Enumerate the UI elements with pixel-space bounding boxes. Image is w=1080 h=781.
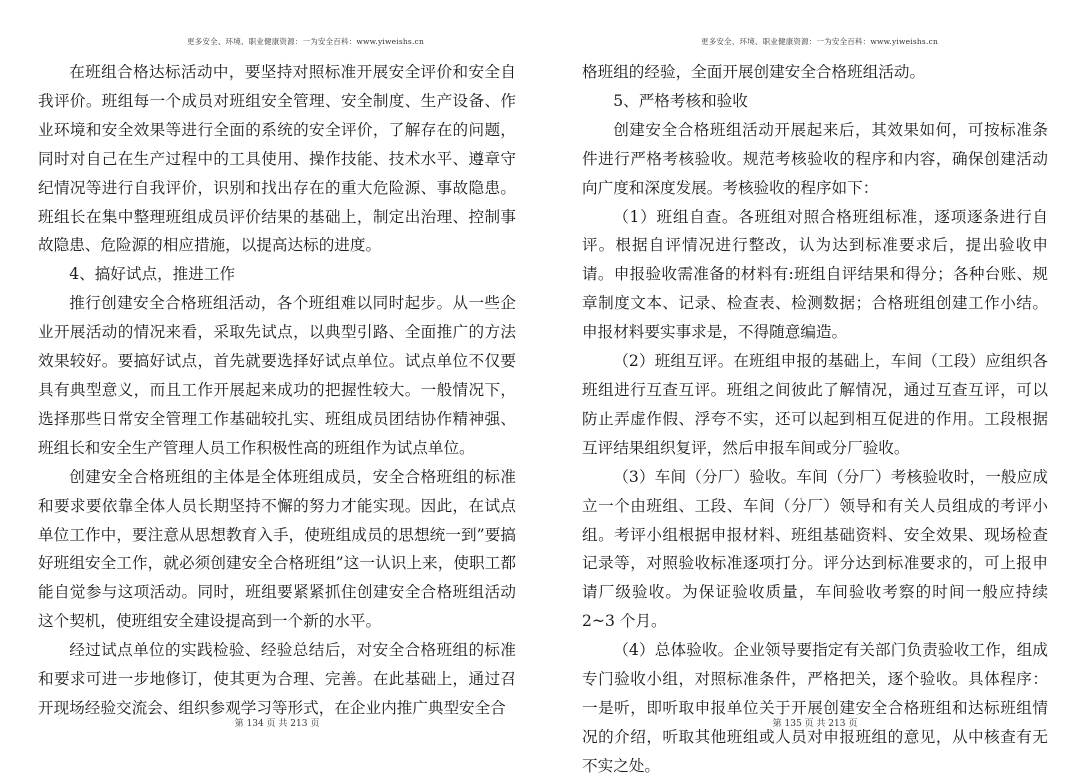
left-page	[38, 0, 516, 763]
paragraph: （2）班组互评。在班组申报的基础上，车间（工段）应组织各班组进行互查互评。班组之间彼此了解情况，通过互查互评，可以防止弄虚作假、浮夸不实，还可以起到相互促进的作用。工段根据互评结果组织复评，然后申报车间或分厂验收。	[582, 352, 1048, 457]
right-page	[582, 0, 1048, 775]
paragraph: 在班组合格达标活动中，要坚持对照标准开展安全评价和安全自我评价。班组每一个成员对班组安全管理、安全制度、生产设备、作业环境和安全效果等进行全面的系统的安全评价，了解存在的问题，同时对自己在生产过程中的工具使用、操作技能、技术水平、遵章守纪情况等进行自我评价，识别和找出存在的重大危险源、事故隐患。班组长在集中整理班组成员评价结果的基础上，制定出治理、控制事故隐患、危险源的相应措施，以提高达标的进度。	[38, 63, 516, 255]
paragraph: （3）车间（分厂）验收。车间（分厂）考核验收时，一般应成立一个由班组、工段、车间（分厂）领导和有关人员组成的考评小组。考评小组根据申报材料、班组基础资料、安全效果、现场检查记录等，对照验收标准逐项打分。评分达到标准要求的，可上报申请厂级验收。为保证验收质量，车间验收考察的时间一般应持续 2~3 个月。	[582, 467, 1048, 631]
paragraph: （4）总体验收。企业领导要指定有关部门负责验收工作，组成专门验收小组，对照标准条件，严格把关，逐个验收。具体程序：一是听，即听取申报单位关于开展创建安全合格班组和达标班组情况的介绍，听取其他班组或人员对申报班组的意见，从中核查有无不实之处。	[582, 641, 1048, 775]
section-heading: 4、搞好试点，推进工作	[69, 265, 236, 284]
paragraph: 推行创建安全合格班组活动，各个班组难以同时起步。从一些企业开展活动的情况来看，采取先试点，以典型引路、全面推广的方法效果较好。要搞好试点，首先就要选择好试点单位。试点单位不仅要具有典型意义，而且工作开展起来成功的把握性较大。一般情况下，选择那些日常安全管理工作基础较扎实、班组成员团结协作精神强、班组长和安全生产管理人员工作积极性高的班组作为试点单位。	[38, 294, 516, 457]
section-heading: 5、严格考核和验收	[613, 91, 748, 110]
paragraph: 创建安全合格班组的主体是全体班组成员，安全合格班组的标准和要求要依靠全体人员长期坚持不懈的努力才能实现。因此，在试点单位工作中，要注意从思想教育入手，使班组成员的思想统一到”要搞好班组安全工作，就必须创建安全合格班组”这一认识上来，使职工都能自觉参与这项活动。同时，班组要紧紧抓住创建安全合格班组活动这个契机，使班组安全建设提高到一个新的水平。	[38, 467, 516, 631]
page-body	[582, 58, 1048, 781]
page-header: 更多安全、环境、职业健康资源：一为安全百科：www.yiweishs.cn	[701, 37, 938, 46]
page-header: 更多安全、环境、职业健康资源：一为安全百科：www.yiweishs.cn	[187, 37, 424, 46]
paragraph: （1）班组自查。各班组对照合格班组标准，逐项逐条进行自评。根据自评情况进行整改，认为达到标准要求后，提出验收申请。申报验收需准备的材料有:班组自评结果和得分；各种台账、规章制度文本、记录、检查表、检测数据；合格班组创建工作小结。申报材料要实事求是，不得随意编造。	[582, 207, 1048, 342]
page-body	[38, 58, 516, 723]
page-number: 第 135 页 共 213 页	[772, 719, 858, 729]
continued-paragraph: 格班组的经验，全面开展创建安全合格班组活动。	[582, 63, 926, 81]
paragraph: 创建安全合格班组活动开展起来后，其效果如何，可按标准条件进行严格考核验收。规范考核验收的程序和内容，确保创建活动向广度和深度发展。考核验收的程序如下：	[582, 120, 1048, 197]
paragraph: 经过试点单位的实践检验、经验总结后，对安全合格班组的标准和要求可进一步地修订，使其更为合理、完善。在此基础上，通过召开现场经验交流会、组织参观学习等形式，在企业内推广典型安全合	[38, 641, 516, 717]
page-number: 第 134 页 共 213 页	[234, 719, 320, 729]
